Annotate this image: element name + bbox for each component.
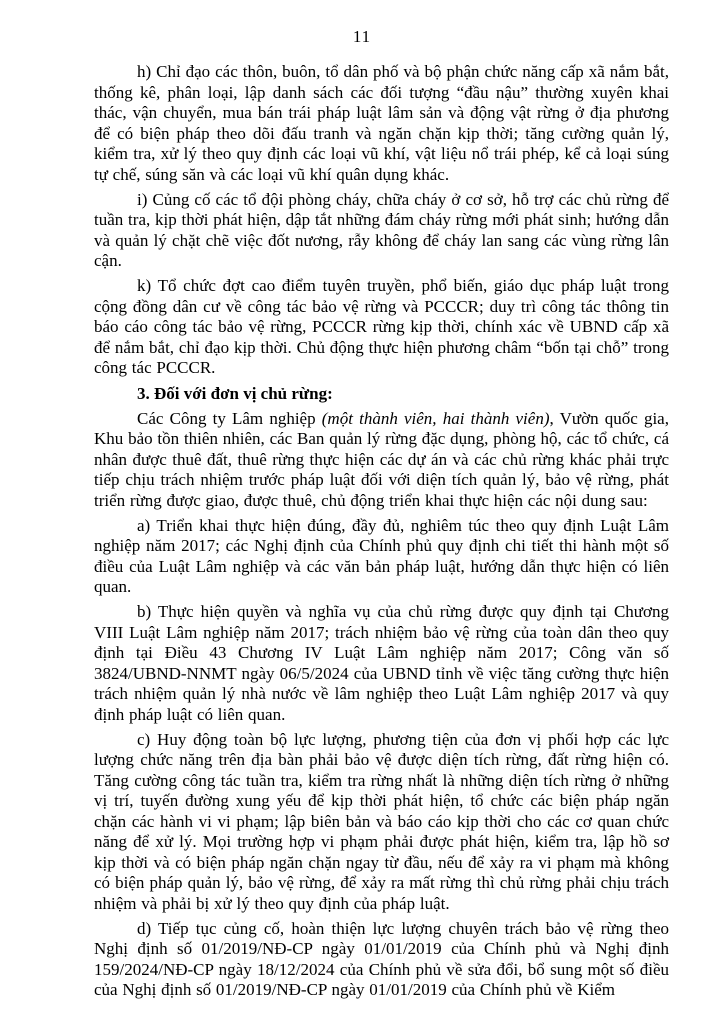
paragraph-intro-part2: , Vườn quốc gia, Khu bảo tồn thiên nhiên, các Ban quản lý rừng đặc dụng, phòng hộ, các tổ chức, cá nhân được thuê đất, thuê rừng thực hiện các dự án và các chủ rừng khác phải trực tiếp chịu trách nhiệm trước pháp luật đối với diện tích quản lý, bảo vệ rừng, phát triển rừng được giao, được thuê, chủ động triển khai thực hiện các nội dung sau: <box>94 408 669 510</box>
paragraph-d: d) Tiếp tục củng cố, hoàn thiện lực lượng chuyên trách bảo vệ rừng theo Nghị định số 01/2019/NĐ-CP ngày 01/01/2019 của Chính phủ và Nghị định 159/2024/NĐ-CP ngày 18/12/2024 của Chính phủ về sửa đổi, bổ sung một số điều của Nghị định số 01/2019/NĐ-CP ngày 01/01/2019 của Chính phủ về Kiểm <box>94 918 669 999</box>
paragraph-k: k) Tổ chức đợt cao điểm tuyên truyền, phổ biến, giáo dục pháp luật trong cộng đồng dân cư về công tác bảo vệ rừng và PCCCR; duy trì công tác thông tin báo cáo công tác bảo vệ rừng, PCCCR rừng kịp thời, chính xác về UBND cấp xã để nắm bắt, chỉ đạo kịp thời. Chủ động thực hiện phương châm “bốn tại chỗ” trong công tác PCCCR. <box>94 276 669 377</box>
paragraph-a: a) Triển khai thực hiện đúng, đầy đủ, nghiêm túc theo quy định Luật Lâm nghiệp năm 2017; các Nghị định của Chính phủ quy định chi tiết thi hành một số điều của Luật Lâm nghiệp và các văn bản pháp luật, hướng dẫn thực hiện có liên quan. <box>94 515 669 596</box>
paragraph-i: i) Củng cố các tổ đội phòng cháy, chữa cháy ở cơ sở, hỗ trợ các chủ rừng để tuần tra, kịp thời phát hiện, dập tắt những đám cháy rừng mới phát sinh; hướng dẫn và quản lý chặt chẽ việc đốt nương, rẫy không để cháy lan sang các vùng rừng lân cận. <box>94 189 669 270</box>
paragraph-c: c) Huy động toàn bộ lực lượng, phương tiện của đơn vị phối hợp các lực lượng chức năng trên địa bàn phải bảo vệ được diện tích rừng, đất rừng hiện có. Tăng cường công tác tuần tra, kiểm tra rừng nhất là những diện tích rừng ở những vị trí, tuyến đường xung yếu để kịp thời phát hiện, tổ chức các biện pháp ngăn chặn các hành vi vi phạm; lập biên bản và báo cáo kịp thời cho các cơ quan chức năng để xử lý. Mọi trường hợp vi phạm phải được phát hiện, kiểm tra, lập hồ sơ kịp thời và có biện pháp ngăn chặn ngay từ đầu, nếu để xảy ra vi phạm mà không có biện pháp quản lý, bảo vệ rừng, để xảy ra mất rừng thì chủ rừng phải chịu trách nhiệm và phải bị xử lý theo quy định của pháp luật. <box>94 729 669 913</box>
section-heading-3: 3. Đối với đơn vị chủ rừng: <box>137 383 333 403</box>
document-content <box>0 62 724 1001</box>
paragraph-intro <box>94 409 669 512</box>
paragraph-h: h) Chỉ đạo các thôn, buôn, tổ dân phố và bộ phận chức năng cấp xã nắm bắt, thống kê, phân loại, lập danh sách các đối tượng “đầu nậu” thường xuyên khai thác, vận chuyển, mua bán trái pháp luật lâm sản và động vật rừng ở địa phương để có biện pháp theo dõi đấu tranh và ngăn chặn kịp thời; tăng cường quản lý, kiểm tra, xử lý theo quy định các loại vũ khí, vật liệu nổ trái phép, kể cả loại súng tự chế, súng săn và các loại vũ khí quân dụng khác. <box>94 62 669 184</box>
page-number: 11 <box>352 27 372 46</box>
paragraph-intro-part1: Các Công ty Lâm nghiệp <box>137 408 322 428</box>
paragraph-b: b) Thực hiện quyền và nghĩa vụ của chủ rừng được quy định tại Chương VIII Luật Lâm nghiệp năm 2017; trách nhiệm bảo vệ rừng của toàn dân theo quy định tại Điều 43 Chương IV Luật Lâm nghiệp năm 2017; Công văn số 3824/UBND-NNMT ngày 06/5/2024 của UBND tỉnh về việc tăng cường thực hiện trách nhiệm quản lý nhà nước về lâm nghiệp theo Luật Lâm nghiệp 2017 và quy định pháp luật có liên quan. <box>94 602 669 724</box>
paragraph-intro-italic: (một thành viên, hai thành viên) <box>321 408 550 428</box>
